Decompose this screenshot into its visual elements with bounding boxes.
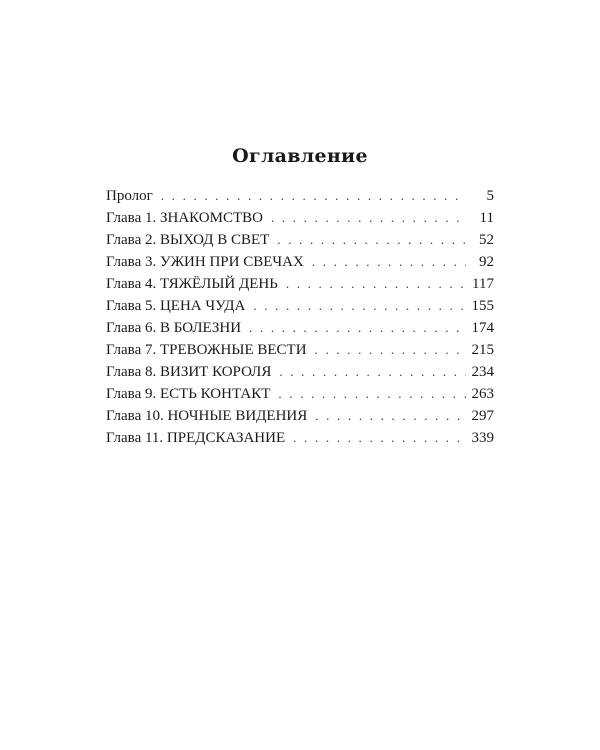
toc-dot-leader	[315, 339, 466, 361]
toc-entry	[106, 295, 494, 317]
toc-entry	[106, 251, 494, 273]
toc-entry	[106, 383, 494, 405]
toc-entry-page-number: 11	[479, 210, 494, 226]
toc-entry-page-number: 297	[471, 408, 494, 424]
toc-entry-page-number: 339	[471, 430, 494, 446]
toc-entry-page-number: 5	[486, 188, 494, 204]
toc-entry-page-number: 263	[471, 386, 494, 402]
toc-title: Оглавление	[232, 145, 368, 167]
toc-entry-label: Пролог	[106, 188, 153, 204]
toc-entry-label: Глава 2. ВЫХОД В СВЕТ	[106, 232, 270, 248]
toc-dot-leader	[161, 185, 466, 207]
toc-entry	[106, 273, 494, 295]
toc-entry	[106, 427, 494, 449]
toc-entry-page-number: 234	[471, 364, 494, 380]
toc-dot-leader	[253, 295, 465, 317]
toc-dot-leader	[279, 361, 465, 383]
toc-dot-leader	[312, 251, 466, 273]
toc-entry-label: Глава 6. В БОЛЕЗНИ	[106, 320, 242, 336]
toc-dot-leader	[315, 405, 465, 427]
toc-dot-leader	[277, 229, 466, 251]
toc-list	[106, 185, 494, 449]
toc-entry	[106, 405, 494, 427]
toc-entry-label: Глава 4. ТЯЖЁЛЫЙ ДЕНЬ	[106, 276, 278, 292]
toc-entry-page-number: 215	[471, 342, 494, 358]
toc-dot-leader	[249, 317, 465, 339]
toc-entry	[106, 207, 494, 229]
toc-entry-label: Глава 9. ЕСТЬ КОНТАКТ	[106, 386, 271, 402]
toc-entry-page-number: 155	[471, 298, 494, 314]
toc-entry-label: Глава 3. УЖИН ПРИ СВЕЧАХ	[106, 254, 304, 270]
toc-entry-page-number: 52	[479, 232, 494, 248]
toc-entry-page-number: 174	[471, 320, 494, 336]
toc-entry-label: Глава 1. ЗНАКОМСТВО	[106, 210, 263, 226]
toc-entry	[106, 317, 494, 339]
toc-entry-label: Глава 10. НОЧНЫЕ ВИДЕНИЯ	[106, 408, 308, 424]
toc-entry-label: Глава 11. ПРЕДСКАЗАНИЕ	[106, 430, 286, 446]
toc-entry	[106, 339, 494, 361]
toc-dot-leader	[271, 207, 466, 229]
toc-entry-label: Глава 8. ВИЗИТ КОРОЛЯ	[106, 364, 272, 380]
toc-entry-page-number: 117	[472, 276, 494, 292]
toc-entry	[106, 229, 494, 251]
toc-dot-leader	[293, 427, 465, 449]
toc-dot-leader	[286, 273, 466, 295]
toc-entry	[106, 185, 494, 207]
toc-entry-page-number: 92	[479, 254, 494, 270]
toc-entry-label: Глава 5. ЦЕНА ЧУДА	[106, 298, 246, 314]
toc-entry-label: Глава 7. ТРЕВОЖНЫЕ ВЕСТИ	[106, 342, 307, 358]
toc-entry	[106, 361, 494, 383]
toc-dot-leader	[278, 383, 465, 405]
